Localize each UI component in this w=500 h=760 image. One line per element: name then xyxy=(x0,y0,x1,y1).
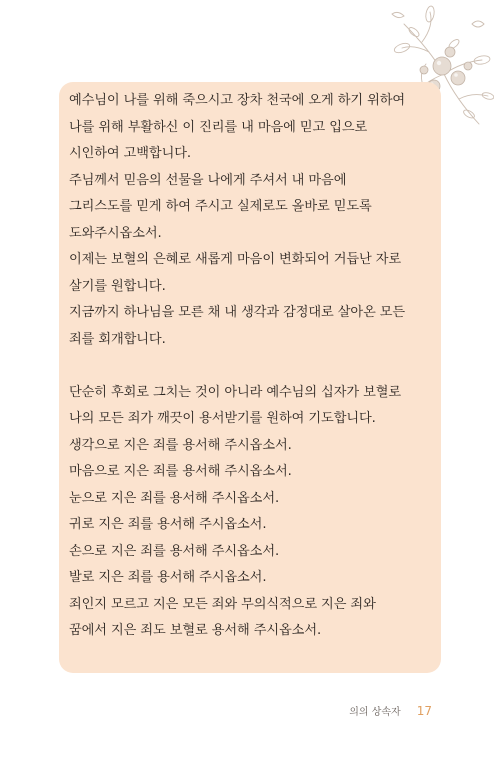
prayer-text xyxy=(69,88,439,645)
page-number: 17 xyxy=(416,704,432,718)
text-line: 눈으로 지은 죄를 용서해 주시옵소서. xyxy=(69,490,280,506)
text-line: 주님께서 믿음의 선물을 나에게 주셔서 내 마음에 xyxy=(69,172,347,188)
text-line: 귀로 지은 죄를 용서해 주시옵소서. xyxy=(69,517,267,532)
text-line: 지금까지 하나님을 모른 채 내 생각과 감정대로 살아온 모든 xyxy=(69,305,406,320)
text-line: 그리스도를 믿게 하여 주시고 실제로도 올바로 믿도록 xyxy=(69,199,372,214)
text-line: 이제는 보혈의 은혜로 새롭게 마음이 변화되어 거듭난 자로 xyxy=(69,252,401,267)
text-line: 나의 모든 죄가 깨끗이 용서받기를 원하여 기도합니다. xyxy=(69,411,376,426)
text-line: 죄를 회개합니다. xyxy=(69,331,166,347)
text-line: 손으로 지은 죄를 용서해 주시옵소서. xyxy=(69,543,280,559)
text-line: 도와주시옵소서. xyxy=(69,225,162,241)
text-line: 단순히 후회로 그치는 것이 아니라 예수님의 십자가 보혈로 xyxy=(69,384,401,400)
paragraph-break xyxy=(69,353,439,380)
text-line: 죄인지 모르고 지은 모든 죄와 무의식적으로 지은 죄와 xyxy=(69,596,376,612)
text-line: 마음으로 지은 죄를 용서해 주시옵소서. xyxy=(69,464,292,479)
page-footer xyxy=(349,703,432,718)
text-line: 생각으로 지은 죄를 용서해 주시옵소서. xyxy=(69,437,292,453)
text-line: 꿈에서 지은 죄도 보혈로 용서해 주시옵소서. xyxy=(69,623,322,638)
text-line: 살기를 원합니다. xyxy=(69,278,166,294)
text-line: 시인하여 고백합니다. xyxy=(69,146,191,161)
text-line: 예수님이 나를 위해 죽으시고 장차 천국에 오게 하기 위하여 xyxy=(69,93,406,108)
text-line: 발로 지은 죄를 용서해 주시옵소서. xyxy=(69,570,267,585)
text-line: 나를 위해 부활하신 이 진리를 내 마음에 믿고 입으로 xyxy=(69,119,368,135)
running-title: 의의 상속자 xyxy=(349,707,401,718)
